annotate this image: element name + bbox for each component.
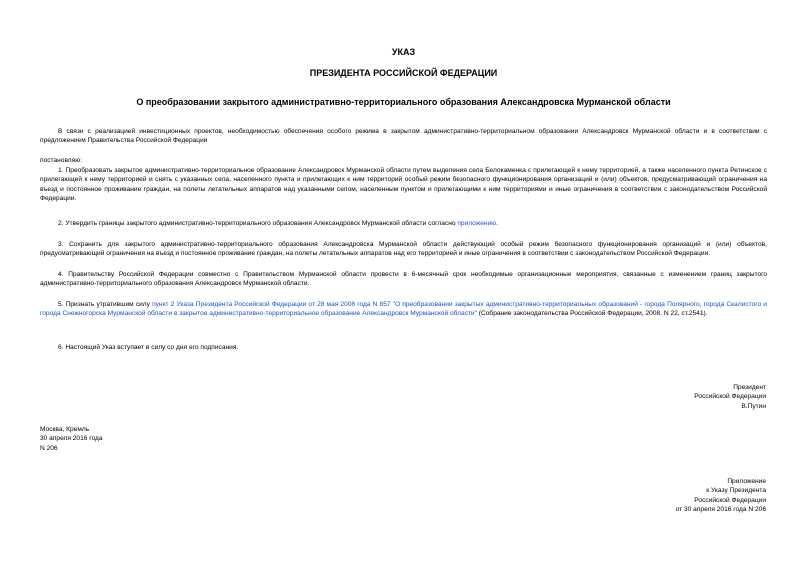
document-title: О преобразовании закрытого административно-территориального образования Александровска Мурманской области — [136, 97, 671, 107]
paragraph-5 — [40, 300, 767, 319]
date-text: 30 апреля 2016 года — [40, 435, 103, 443]
paragraph-4: 4. Правительству Российской Федерации совместно с Правительством Мурманской области провести в 6-месячный срок необходимые организационные мероприятия, связанные с изменением границ закрытого административно-территориального образования Александровск Мурманской области. — [40, 271, 767, 288]
decree-857-link[interactable]: пункт 2 Указа Президента Российской Федерации от 28 мая 2008 года N 857 "О преобразовании закрытых административно-территориальных образований - города Полярного, города Скалистого и города Снежногорска Мурманской области в закрытое административно-территориальное образование Александровск Мурманской области" — [40, 301, 767, 318]
place-text: Москва, Кремль — [40, 426, 90, 433]
paragraph-2-text: 2. Утвердить границы закрытого административно-территориального образования Александровск Мурманской области согласно — [58, 220, 458, 227]
issuer-heading: ПРЕЗИДЕНТА РОССИЙСКОЙ ФЕДЕРАЦИИ — [309, 68, 498, 78]
paragraph-2 — [40, 219, 767, 228]
appendix-heading: Приложение — [727, 478, 766, 485]
appendix-country: Российской Федерации — [694, 496, 766, 504]
preamble-paragraph: В связи с реализацией инвестиционных проектов, необходимостью обеспечения особого режима в закрытом административно-территориальном образовании Александровск Мурманской области и в соответствии с предложением Правительства Российской Федерации — [40, 128, 767, 145]
place-date-block — [40, 425, 240, 453]
number-text: N 206 — [40, 444, 58, 452]
paragraph-3: 3. Сохранить для закрытого административно-территориального образования Александровска Мурманской области действующий особый режим безопасного функционирования организаций и (или) объектов, предусматривающий ограничения на въезд и постоянное проживание граждан, на полеты летательных аппаратов над его территорией и иные ограничения в соответствии с законодательством Российской Федерации. — [40, 241, 767, 258]
paragraph-6: 6. Настоящий Указ вступает в силу со дня его подписания. — [58, 344, 239, 351]
appendix-block — [546, 477, 766, 515]
decree-word: постановляю: — [40, 157, 83, 164]
paragraph-2-end: . — [496, 220, 498, 227]
signature-title: Президент — [733, 384, 766, 391]
appendix-date: от 30 апреля 2016 года N 206 — [675, 506, 766, 514]
paragraph-1: 1. Преобразовать закрытое административно-территориальное образование Александровск Мурманской области путем выделения села Белокаменка с прилегающей к нему территорией, а также населенного пункта Ретинское с прилегающей к нему территорией и снять с указанных села, населенного пункта и прилегающих к ним территорий особый режим безопасного функционирования организаций и (или) объектов, предусматривающий ограничения на въезд и постоянное проживание граждан, на полеты летательных аппаратов над указанными селом, населенным пунктом и прилегающими к ним территориями и иные ограничения в соответствии с законодательством Российской Федерации. — [40, 167, 767, 203]
appendix-ref-line: к Указу Президента — [706, 487, 766, 495]
paragraph-5-text: 5. Признать утратившим силу — [58, 301, 153, 308]
appendix-link[interactable]: приложению — [457, 220, 497, 227]
signature-block — [546, 383, 766, 411]
doc-type-heading: УКАЗ — [391, 47, 416, 57]
signature-name: В.Путин — [741, 402, 766, 410]
signature-country: Российской Федерации — [694, 393, 766, 401]
paragraph-5-end: (Собрание законодательства Российской Федерации, 2008, N 22, ст.2541). — [476, 310, 708, 318]
